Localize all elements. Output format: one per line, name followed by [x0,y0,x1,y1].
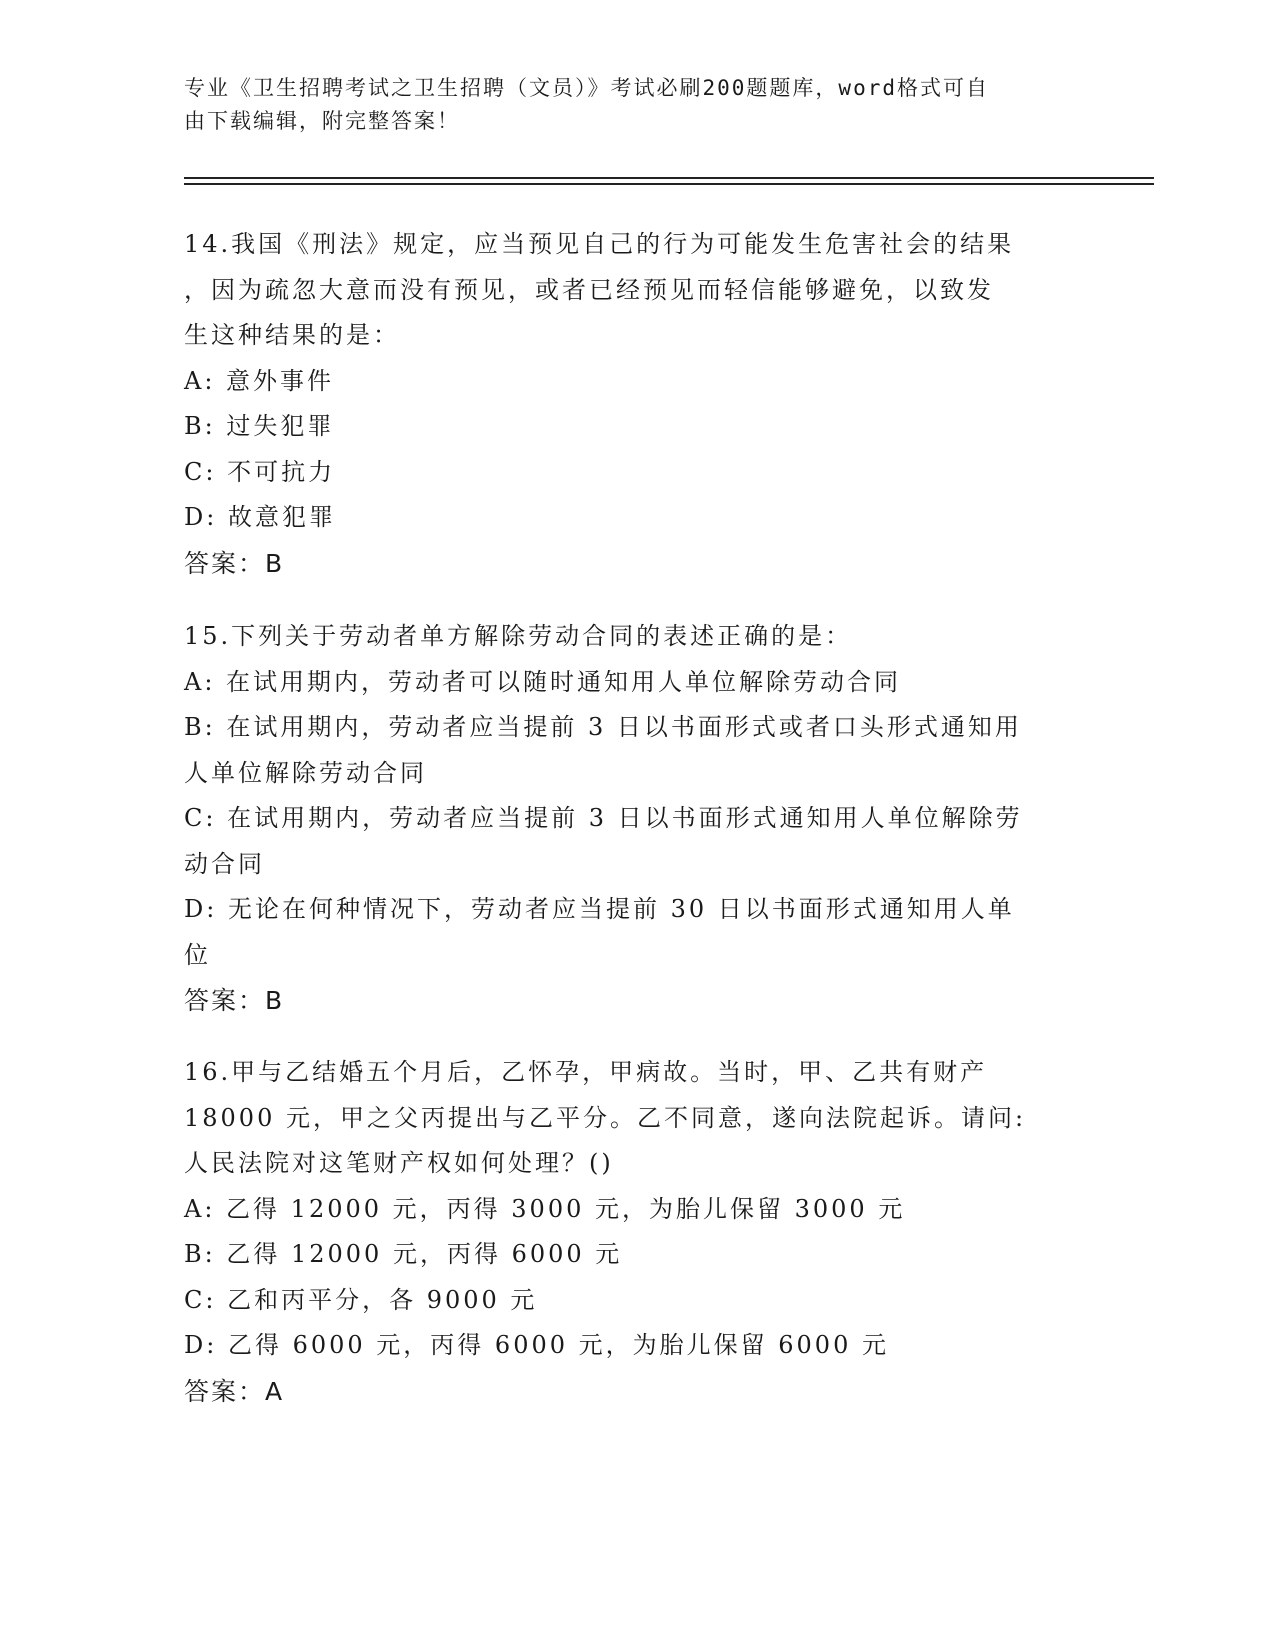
option-b: B: 在试用期内，劳动者应当提前 3 日以书面形式或者口头形式通知用 [184,713,1022,741]
answer-label: 答案：B [184,986,285,1015]
option-d: D: 无论在何种情况下，劳动者应当提前 30 日以书面形式通知用人单 [184,895,1015,923]
question-stem-line: 18000 元，甲之父丙提出与乙平分。乙不同意，遂向法院起诉。请问: [184,1103,1027,1132]
header-divider [184,177,1154,179]
page-header [184,72,1064,138]
header-line: 由下载编辑，附完整答案！ [184,109,460,133]
option-b-continued: 人单位解除劳动合同 [184,758,427,787]
option-d: D: 乙得 6000 元，丙得 6000 元，为胎儿保留 6000 元 [184,1331,889,1359]
answer-label: 答案：A [184,1376,285,1406]
option-d: D: 故意犯罪 [184,503,336,531]
question-stem-line: 人民法院对这笔财产权如何处理？() [184,1149,614,1177]
header-divider [184,183,1154,185]
option-b: B: 乙得 12000 元，丙得 6000 元 [184,1240,623,1268]
option-a: A: 意外事件 [184,366,335,395]
option-a: A: 乙得 12000 元，丙得 3000 元，为胎儿保留 3000 元 [184,1194,906,1223]
option-c: C: 乙和丙平分，各 9000 元 [184,1285,538,1314]
option-d-continued: 位 [184,940,211,969]
header-line: 专业《卫生招聘考试之卫生招聘（文员）》考试必刷200题题库，word格式可自 [184,76,989,100]
question-stem-line: 15.下列关于劳动者单方解除劳动合同的表述正确的是： [184,622,853,650]
question-stem-line: 16.甲与乙结婚五个月后，乙怀孕，甲病故。当时，甲、乙共有财产 [184,1058,988,1086]
question-stem-line: ，因为疏忽大意而没有预见，或者已经预见而轻信能够避免，以致发 [184,275,994,304]
option-c: C: 在试用期内，劳动者应当提前 3 日以书面形式通知用人单位解除劳 [184,804,1023,832]
question-15 [184,614,1064,1024]
question-16 [184,1050,1064,1414]
answer-label: 答案：B [184,548,285,578]
question-stem-line: 生这种结果的是： [184,321,400,349]
option-b: B: 过失犯罪 [184,412,335,440]
option-a: A: 在试用期内，劳动者可以随时通知用人单位解除劳动合同 [184,667,902,696]
option-c-continued: 动合同 [184,849,265,878]
question-stem-line: 14.我国《刑法》规定，应当预见自己的行为可能发生危害社会的结果 [184,230,1015,258]
question-14 [184,222,1064,586]
option-c: C: 不可抗力 [184,457,336,486]
